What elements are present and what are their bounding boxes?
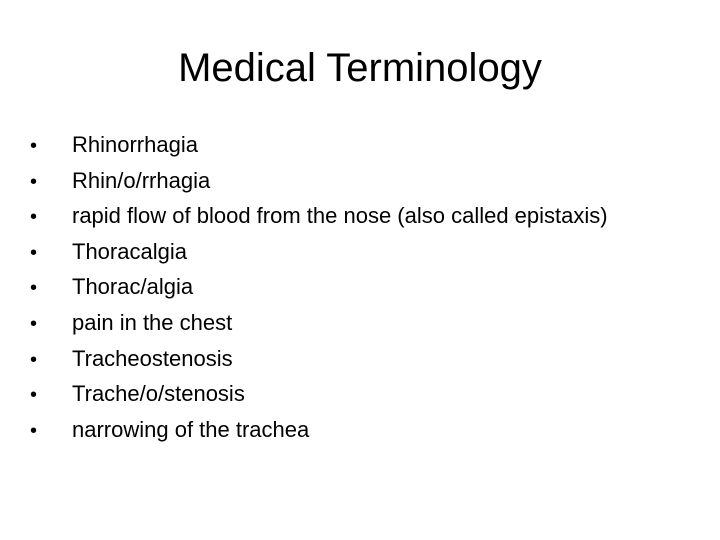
bullet-text: rapid flow of blood from the nose (also called epistaxis) xyxy=(72,203,608,229)
bullet-text: narrowing of the trachea xyxy=(72,416,310,442)
bullet-icon: • xyxy=(30,312,38,335)
bullet-icon: • xyxy=(30,135,38,157)
bullet-icon: • xyxy=(30,170,38,193)
bullet-text: Thoracalgia xyxy=(72,238,187,264)
bullet-text: Tracheostenosis xyxy=(72,345,233,371)
bullet-icon: • xyxy=(30,419,38,442)
bullet-text: Rhin/o/rrhagia xyxy=(72,167,211,193)
bullet-icon: • xyxy=(30,206,38,229)
list-item xyxy=(30,341,700,377)
bullet-icon: • xyxy=(30,348,38,371)
bullet-text: Thorac/algia xyxy=(72,274,194,300)
list-item xyxy=(30,305,700,341)
slide-title: Medical Terminology xyxy=(178,46,542,90)
list-item xyxy=(30,234,700,270)
list-item xyxy=(30,376,700,412)
bullet-icon: • xyxy=(30,384,38,407)
bullet-icon: • xyxy=(30,277,38,300)
bullet-icon: • xyxy=(30,241,38,264)
bullet-text: Rhinorrhagia xyxy=(72,132,198,157)
list-item xyxy=(30,198,700,234)
bullet-list xyxy=(30,127,700,447)
list-item xyxy=(30,163,700,199)
bullet-text: pain in the chest xyxy=(72,309,233,335)
list-item xyxy=(30,269,700,305)
list-item xyxy=(30,127,700,163)
bullet-text: Trache/o/stenosis xyxy=(72,381,245,407)
list-item xyxy=(30,412,700,448)
